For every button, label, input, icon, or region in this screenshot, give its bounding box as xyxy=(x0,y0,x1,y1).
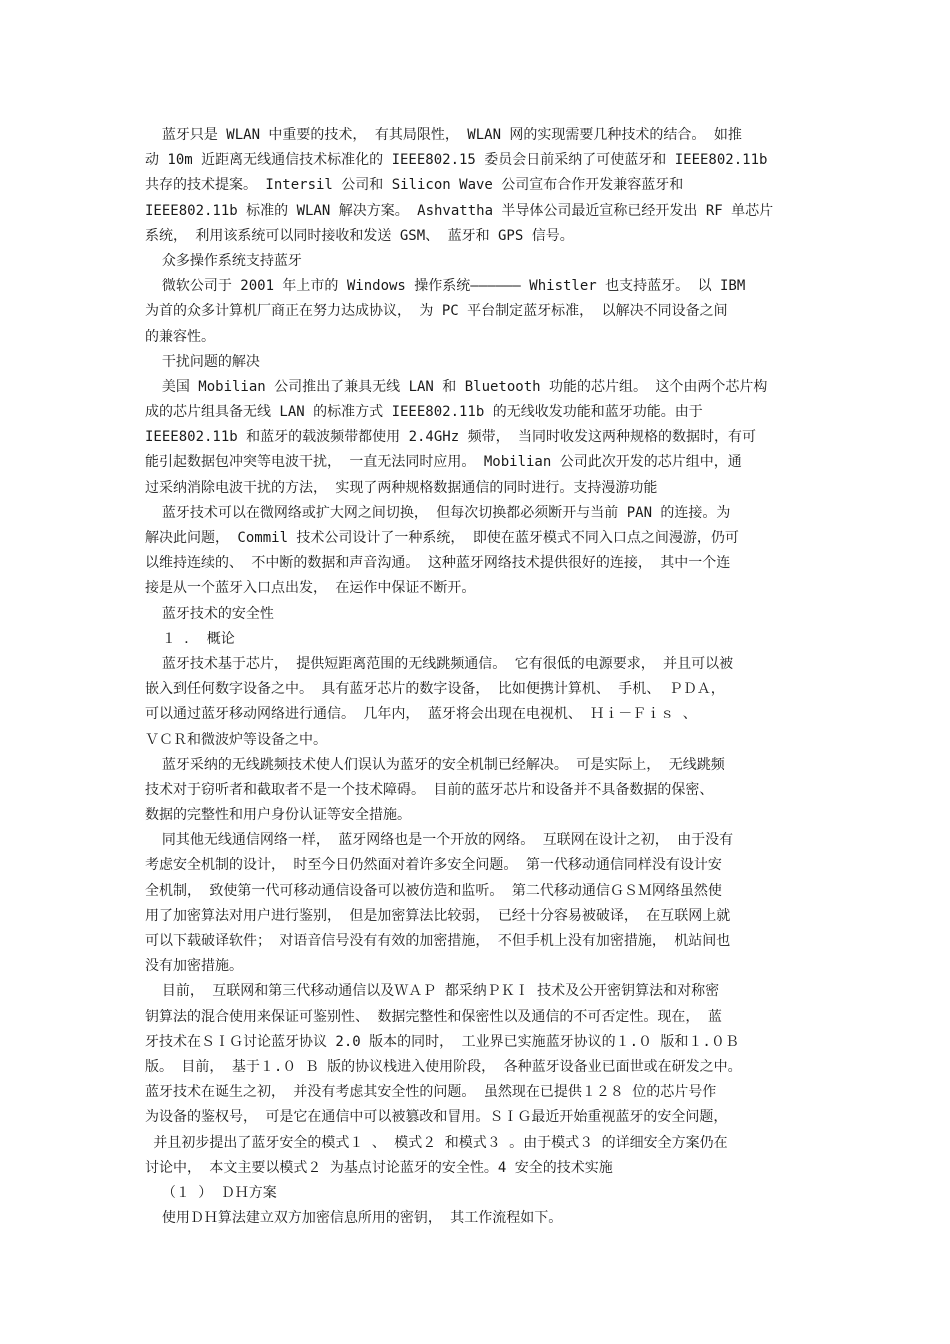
text-line: 蓝牙技术的安全性 xyxy=(145,605,274,622)
text-line: 干扰问题的解决 xyxy=(145,353,260,370)
text-line: 蓝牙技术可以在微网络或扩大网之间切换， 但每次切换都必须断开与当前 PAN 的连接。为 xyxy=(145,504,731,521)
text-line: （１ ） ＤＨ方案 xyxy=(145,1184,277,1201)
text-line: IEEE802.11b 和蓝牙的载波频带都使用 2.4GHz 频带， 当同时收发这两种规格的数据时，有可 xyxy=(145,429,757,446)
text-line: 嵌入到任何数字设备之中。 具有蓝牙芯片的数字设备， 比如便携计算机、 手机、 ＰＤＡ， xyxy=(145,681,725,698)
text-line: 目前， 互联网和第三代移动通信以及ＷＡＰ 都采纳ＰＫＩ 技术及公开密钥算法和对称密 xyxy=(145,983,720,1000)
text-line: 动 10m 近距离无线通信技术标准化的 IEEE802.15 委员会日前采纳了可使蓝牙和 IEEE802.11b xyxy=(145,152,768,169)
text-line: 全机制， 致使第一代可移动通信设备可以被仿造和监听。 第二代移动通信ＧＳＭ网络虽然使 xyxy=(145,882,722,899)
text-line: 蓝牙技术在诞生之初， 并没有考虑其安全性的问题。 虽然现在已提供１２８ 位的芯片号作 xyxy=(145,1084,717,1101)
text-line: 同其他无线通信网络一样， 蓝牙网络也是一个开放的网络。 互联网在设计之初， 由于没有 xyxy=(145,832,734,849)
text-line: 可以通过蓝牙移动网络进行通信。 几年内， 蓝牙将会出现在电视机、 Ｈｉ－Ｆｉｓ 、 xyxy=(145,706,697,723)
text-line: 使用ＤＨ算法建立双方加密信息所用的密钥， 其工作流程如下。 xyxy=(145,1210,563,1227)
text-line: １ ． 概论 xyxy=(145,630,235,647)
text-line: 以维持连续的、 不中断的数据和声音沟通。 这种蓝牙网络技术提供很好的连接， 其中一个连 xyxy=(145,555,731,572)
text-line: 蓝牙采纳的无线跳频技术使人们误认为蓝牙的安全机制已经解决。 可是实际上， 无线跳频 xyxy=(145,756,725,773)
text-line: 为首的众多计算机厂商正在努力达成协议， 为 PC 平台制定蓝牙标准， 以解决不同设备之间 xyxy=(145,303,728,320)
text-line: 用了加密算法对用户进行鉴别， 但是加密算法比较弱， 已经十分容易被破译， 在互联网上就 xyxy=(145,907,731,924)
text-line: 技术对于窃听者和截取者不是一个技术障碍。 目前的蓝牙芯片和设备并不具备数据的保密、 xyxy=(145,781,714,798)
text-line: 众多操作系统支持蓝牙 xyxy=(145,252,302,269)
text-line: 没有加密措施。 xyxy=(145,958,243,975)
text-line: 系统， 利用该系统可以同时接收和发送 GSM、 蓝牙和 GPS 信号。 xyxy=(145,227,574,244)
text-line: ＶＣＲ和微波炉等设备之中。 xyxy=(145,731,327,748)
text-line: 成的芯片组具备无线 LAN 的标准方式 IEEE802.11b 的无线收发功能和蓝牙功能。由于 xyxy=(145,404,703,421)
text-line: 考虑安全机制的设计， 时至今日仍然面对着许多安全问题。 第一代移动通信同样没有设计安 xyxy=(145,857,722,874)
text-line: 共存的技术提案。 Intersil 公司和 Silicon Wave 公司宣布合作开发兼容蓝牙和 xyxy=(145,177,684,194)
document-body xyxy=(145,123,813,1231)
text-line: 讨论中， 本文主要以模式２ 为基点讨论蓝牙的安全性。4 安全的技术实施 xyxy=(145,1159,613,1176)
text-line: 牙技术在ＳＩＧ讨论蓝牙协议 2.0 版本的同时， 工业界已实施蓝牙协议的１.０ 版和１.０Ｂ xyxy=(145,1033,739,1050)
text-line: 并且初步提出了蓝牙安全的模式１ 、 模式２ 和模式３ 。由于模式３ 的详细安全方案仍在 xyxy=(145,1134,728,1151)
text-line: 微软公司于 2001 年上市的 Windows 操作系统—————— Whistler 也支持蓝牙。 以 IBM xyxy=(145,278,746,295)
text-line: 钥算法的混合使用来保证可鉴别性、 数据完整性和保密性以及通信的不可否定性。现在， 蓝 xyxy=(145,1008,722,1025)
text-line: 美国 Mobilian 公司推出了兼具无线 LAN 和 Bluetooth 功能的芯片组。 这个由两个芯片构 xyxy=(145,378,768,395)
text-line: 版。 目前， 基于１.０ Ｂ 版的协议栈进入使用阶段， 各种蓝牙设备业已面世或在研发之中。 xyxy=(145,1058,742,1075)
text-line: 蓝牙技术基于芯片， 提供短距离范围的无线跳频通信。 它有很低的电源要求， 并且可以被 xyxy=(145,655,734,672)
text-line: 接是从一个蓝牙入口点出发， 在运作中保证不断开。 xyxy=(145,580,476,597)
text-line: 解决此问题， Commil 技术公司设计了一种系统， 即使在蓝牙模式不同入口点之间漫游，仍可 xyxy=(145,530,739,546)
text-line: 过采纳消除电波干扰的方法， 实现了两种规格数据通信的同时进行。支持漫游功能 xyxy=(145,479,658,496)
text-line: 蓝牙只是 WLAN 中重要的技术， 有其局限性， WLAN 网的实现需要几种技术的结合。 如推 xyxy=(145,127,742,143)
text-line: IEEE802.11b 标准的 WLAN 解决方案。 Ashvattha 半导体公司最近宣称已经开发出 RF 单芯片 xyxy=(145,202,774,219)
text-line: 的兼容性。 xyxy=(145,328,215,345)
text-line: 可以下载破译软件； 对语音信号没有有效的加密措施， 不但手机上没有加密措施， 机站间也 xyxy=(145,933,731,949)
text-line: 数据的完整性和用户身份认证等安全措施。 xyxy=(145,807,411,824)
text-line: 能引起数据包冲突等电波干扰， 一直无法同时应用。 Mobilian 公司此次开发的芯片组中，通 xyxy=(145,454,742,471)
text-line: 为设备的鉴权号， 可是它在通信中可以被篡改和冒用。ＳＩＧ最近开始重视蓝牙的安全问题， xyxy=(145,1109,728,1126)
